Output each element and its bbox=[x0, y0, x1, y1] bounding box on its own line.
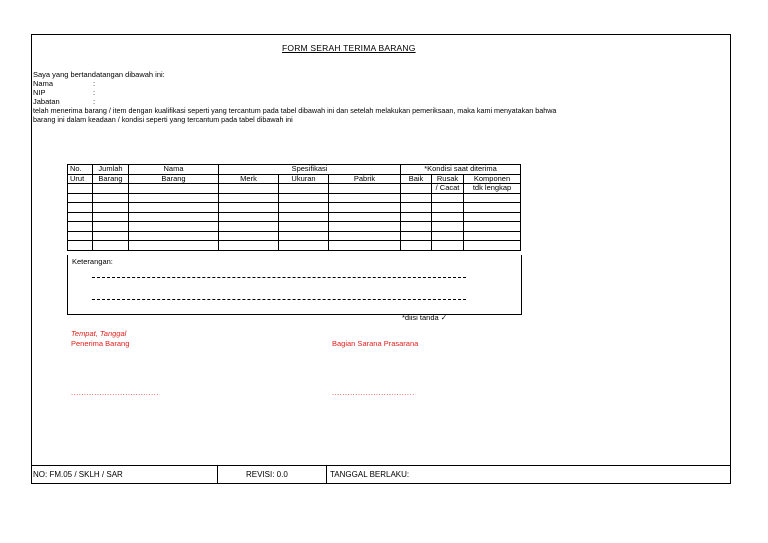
item-table bbox=[67, 164, 521, 251]
statement-line-2: barang ini dalam keadaan / kondisi seperti yang tercantum pada tabel dibawah ini bbox=[33, 115, 293, 124]
footer-doc-number: NO: FM.05 / SKLH / SAR bbox=[33, 470, 123, 479]
receiver-signature-line[interactable]: .................................. bbox=[71, 388, 159, 397]
table-row[interactable] bbox=[68, 212, 521, 222]
field-nip-label: NIP bbox=[33, 88, 46, 97]
keterangan-box[interactable] bbox=[67, 255, 522, 315]
header-no: No. bbox=[68, 165, 93, 175]
field-jabatan-label: Jabatan bbox=[33, 97, 60, 106]
header-merk: Merk bbox=[219, 174, 279, 184]
footer-tanggal-berlaku: TANGGAL BERLAKU: bbox=[330, 470, 410, 479]
keterangan-label: Keterangan: bbox=[72, 257, 113, 266]
header-urut: Urut bbox=[68, 174, 93, 184]
header-rusak: Rusak bbox=[432, 174, 464, 184]
statement-line-1: telah menerima barang / item dengan kualifikasi seperti yang tercantum pada tabel dibawah ini dan setelah melakukan pemeriksaan, maka kami menyatakan bahwa bbox=[33, 106, 557, 115]
header-jumlah: Jumlah bbox=[93, 165, 129, 175]
header-baik: Baik bbox=[401, 174, 432, 184]
field-jabatan-colon: : bbox=[93, 97, 96, 106]
place-date-label: Tempat, Tanggal bbox=[71, 329, 127, 338]
table-row[interactable] bbox=[68, 193, 521, 203]
header-komponen: Komponen bbox=[464, 174, 521, 184]
intro-text: Saya yang bertandatangan dibawah ini: bbox=[33, 70, 165, 79]
provider-signature-line[interactable]: ................................ bbox=[332, 388, 415, 397]
form-title: FORM SERAH TERIMA BARANG bbox=[282, 43, 416, 53]
keterangan-line-1[interactable] bbox=[92, 277, 466, 278]
header-nama: Nama bbox=[129, 165, 219, 175]
table-row[interactable] bbox=[68, 241, 521, 251]
header-barang-nama: Barang bbox=[129, 174, 219, 184]
table-header-row-1 bbox=[68, 165, 521, 175]
footnote-text: *diisi tanda ✓ bbox=[402, 313, 448, 322]
footer-divider-2 bbox=[326, 466, 327, 484]
field-nama-label: Nama bbox=[33, 79, 54, 88]
header-spesifikasi: Spesifikasi bbox=[219, 165, 401, 175]
form-footer bbox=[31, 465, 731, 484]
field-nama-colon: : bbox=[93, 79, 96, 88]
table-header-row-3 bbox=[68, 184, 521, 194]
provider-label: Bagian Sarana Prasarana bbox=[332, 339, 419, 348]
header-barang-jumlah: Barang bbox=[93, 174, 129, 184]
keterangan-line-2[interactable] bbox=[92, 299, 466, 300]
header-pabrik: Pabrik bbox=[329, 174, 401, 184]
receiver-label: Penerima Barang bbox=[71, 339, 130, 348]
table-row[interactable] bbox=[68, 231, 521, 241]
footer-revisi: REVISI: 0.0 bbox=[246, 470, 288, 479]
footer-divider-1 bbox=[217, 466, 218, 484]
table-row[interactable] bbox=[68, 222, 521, 232]
header-ukuran: Ukuran bbox=[279, 174, 329, 184]
table-row[interactable] bbox=[68, 203, 521, 213]
field-nip-colon: : bbox=[93, 88, 96, 97]
header-tdk-lengkap: tdk lengkap bbox=[464, 184, 521, 194]
header-kondisi: *Kondisi saat diterima bbox=[401, 165, 521, 175]
header-cacat: / Cacat bbox=[432, 184, 464, 194]
